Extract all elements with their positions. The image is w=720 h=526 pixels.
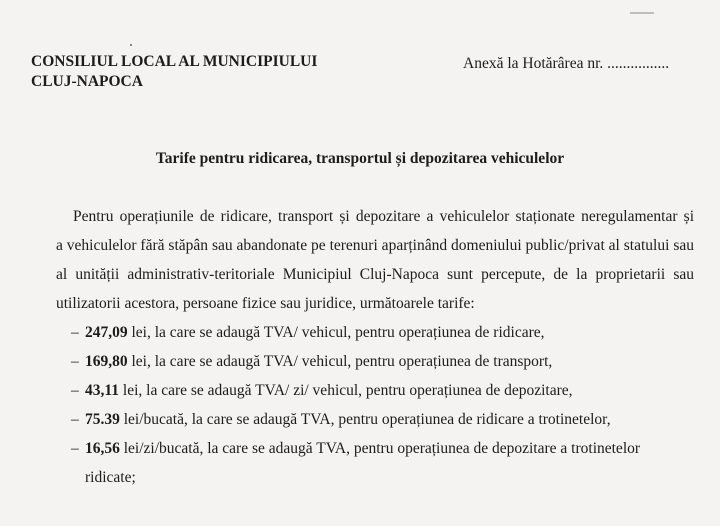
tariff-continuation: ridicate; (85, 469, 136, 486)
tariff-text: lei, la care se adaugă TVA/ vehicul, pentru operațiunea de transport, (127, 353, 553, 370)
tariff-text: lei, la care se adaugă TVA/ zi/ vehicul, pentru operațiunea de depozitare, (119, 382, 573, 399)
tariff-amount: 43,11 (85, 382, 120, 399)
intro-line: al unității administrativ-teritoriale Municipiul Cluj-Napoca sunt percepute, de la proprietarii sau (56, 266, 694, 283)
intro-paragraph (56, 202, 694, 318)
council-name-line2: CLUJ-NAPOCA (31, 73, 143, 90)
tariff-amount: 75.39 (85, 411, 120, 428)
scan-smudge (630, 12, 654, 14)
tariff-amount: 16,56 (85, 440, 120, 457)
dash-bullet: – (71, 440, 79, 457)
dash-bullet: – (71, 382, 79, 399)
tariff-item (56, 347, 696, 376)
annex-reference: Anexă la Hotărârea nr. ................ (463, 55, 670, 72)
tariff-text: lei/bucată, la care se adaugă TVA, pentru operațiunea de ridicare a trotinetelor, (119, 411, 611, 428)
tariff-amount: 169,80 (85, 353, 128, 370)
intro-line: utilizatorii acestora, persoane fizice sau juridice, următoarele tarife: (56, 295, 475, 312)
intro-line: a vehiculelor fără stăpân sau abandonate pe terenuri aparținând domeniului public/privat al statului sau (56, 237, 694, 254)
tariff-amount: 247,09 (85, 324, 128, 341)
tariff-item (56, 405, 696, 434)
document-title: Tarife pentru ridicarea, transportul și depozitarea vehiculelor (155, 150, 565, 167)
tariff-item (56, 318, 696, 347)
dash-bullet: – (71, 324, 79, 341)
tariff-text: lei/zi/bucată, la care se adaugă TVA, pentru operațiunea de depozitare a trotinetelor (119, 440, 641, 457)
council-header (31, 52, 317, 92)
dash-bullet: – (71, 411, 79, 428)
tariff-text: lei, la care se adaugă TVA/ vehicul, pentru operațiunea de ridicare, (127, 324, 545, 341)
scan-dot (130, 44, 132, 46)
tariff-item (56, 434, 696, 463)
tariff-item (56, 376, 696, 405)
council-name-line1: CONSILIUL LOCAL AL MUNICIPIULUI (31, 53, 318, 70)
intro-line: Pentru operațiunile de ridicare, transport și depozitare a vehiculelor staționate neregulamentar și (73, 208, 694, 225)
tariff-list (56, 318, 696, 492)
dash-bullet: – (71, 353, 79, 370)
